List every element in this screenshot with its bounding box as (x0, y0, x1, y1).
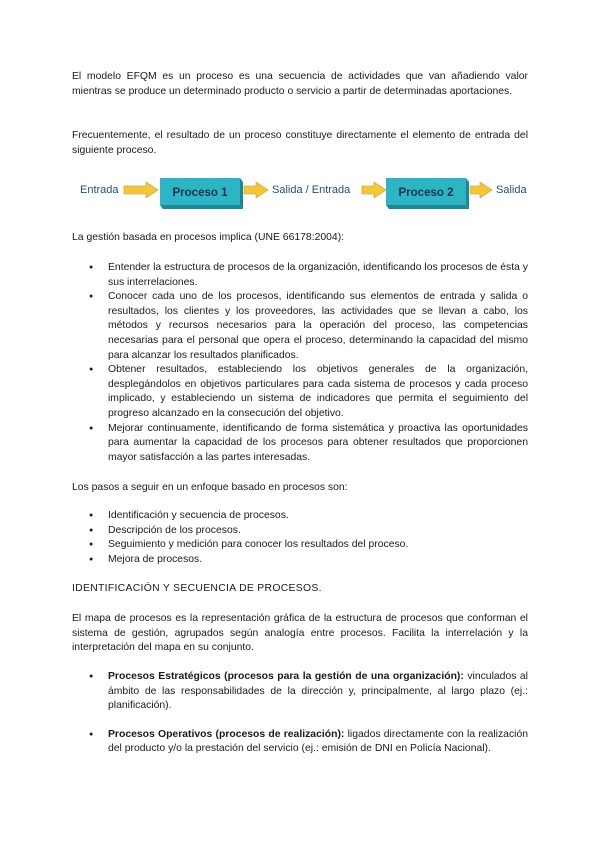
list-item: ● Mejora de procesos. (72, 553, 528, 568)
intro-paragraph-2: Frecuentemente, el resultado de un proceso constituye directamente el elemento de entrada del siguiente proceso. (72, 130, 528, 156)
list-item: ● Descripción de los procesos. (72, 524, 528, 539)
list-item: ● Entender la estructura de procesos de la organización, identificando los procesos de ésta y sus interrelaciones. (72, 261, 528, 290)
gestion-intro: La gestión basada en procesos implica (UNE 66178:2004): (72, 232, 345, 243)
list-item: ● Conocer cada uno de los procesos, identificando sus elementos de entrada y salida o resultados, los clientes y los proveedores, las actividades que se llevan a cabo, los métodos y recursos necesarios para la operación del proceso, las competencias necesarias para el personal que opera el proceso, determinando la capacidad del mismo para alcanzar los resultados planificados. (72, 290, 528, 363)
gestion-list (72, 261, 528, 465)
operativos-title: Procesos Operativos (procesos de realización): (108, 728, 345, 740)
list-item: ● Identificación y secuencia de procesos. (72, 509, 528, 524)
estrategicos-text: vinculados al ámbito de las responsabilidades de la dirección y, principalmente, al largo plazo (ej.: planificación). (108, 671, 528, 712)
estrategicos-title: Procesos Estratégicos (procesos para la gestión de una organización): (108, 671, 464, 682)
list-item-operativos (72, 728, 528, 757)
pasos-intro: Los pasos a seguir en un enfoque basado en procesos son: (72, 482, 348, 493)
section-heading: IDENTIFICACIÓN Y SECUENCIA DE PROCESOS. (72, 583, 322, 594)
list-item-estrategicos (72, 670, 528, 714)
process-types-list (72, 670, 528, 757)
flow-arrow-2 (244, 182, 268, 198)
list-item: ● Obtener resultados, estableciendo los objetivos generales de la organización, desplegándolos en objetivos particulares para cada sistema de procesos y cada proceso implicado, y estableciendo un sistema de indicadores que permita el seguimiento del progreso alcanzado en la consecución del objetivo. (72, 363, 528, 421)
process-1-label: Proceso 1 (172, 187, 228, 199)
list-item: ● Mejorar continuamente, identificando de forma sistemática y proactiva las oportunidades para aumentar la capacidad de los procesos para obtener resultados que proporcionen mayor satisfacción a las partes interesadas. (72, 422, 528, 466)
process-flow-diagram (80, 176, 530, 212)
flow-middle-label: Salida / Entrada (272, 184, 351, 196)
list-item: ● Seguimiento y medición para conocer los resultados del proceso. (72, 538, 528, 553)
operativos-text: ligados directamente con la realización del producto y/o la prestación del servicio (ej.: emisión de DNI en Policía Nacional). (108, 728, 529, 755)
section-paragraph: El mapa de procesos es la representación gráfica de la estructura de procesos que conforman el sistema de gestión, agrupados según analogía entre procesos. Facilita la interrelación y la interpretación del mapa en su conjunto. (72, 613, 528, 654)
flow-output-label: Salida (496, 184, 527, 196)
flow-arrow-3 (362, 182, 386, 198)
flow-input-label: Entrada (80, 184, 119, 196)
intro-paragraph-1: El modelo EFQM es un proceso es una secuencia de actividades que van añadiendo valor mientras se produce un determinado producto o servicio a partir de determinadas aportaciones. (72, 71, 528, 97)
flow-arrow-1 (124, 182, 158, 198)
pasos-list (72, 509, 528, 567)
process-2-label: Proceso 2 (398, 187, 454, 199)
flow-arrow-4 (470, 182, 492, 198)
